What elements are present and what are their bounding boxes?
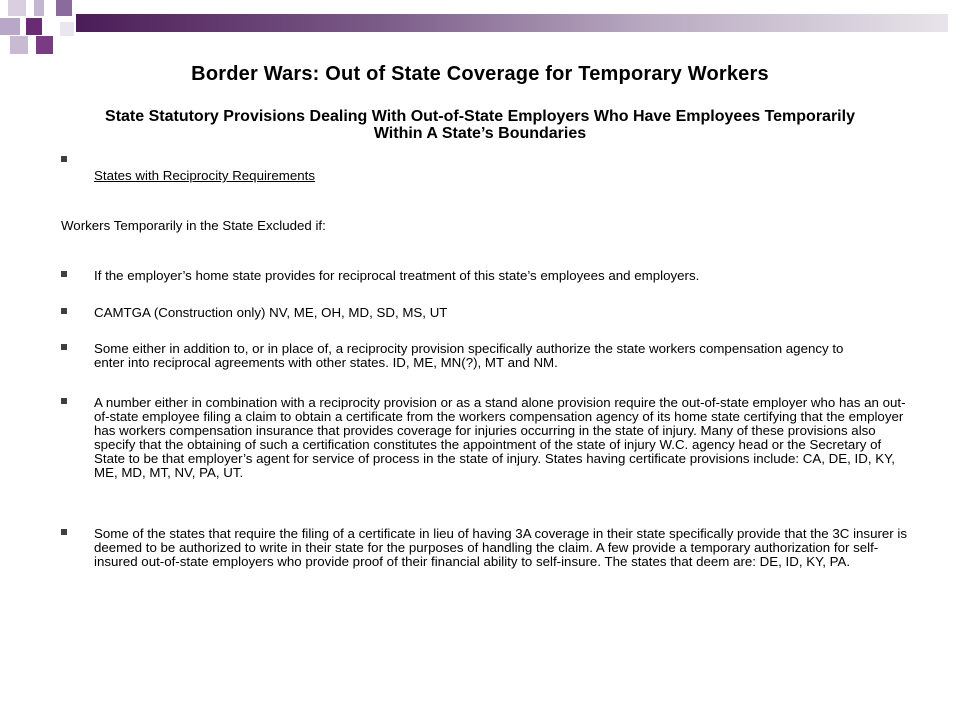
intro-text: Workers Temporarily in the State Excluded if: [61, 218, 326, 233]
header-square [10, 36, 28, 54]
header-square [34, 0, 44, 16]
header-square [56, 0, 72, 16]
header-square [60, 22, 74, 36]
bullet-square-icon [61, 308, 67, 314]
bullet-square-icon [61, 398, 67, 404]
bullet-square-icon [61, 156, 67, 162]
bullet-square-icon [61, 529, 67, 535]
bullet-item-3: Some either in addition to, or in place of, a reciprocity provision specifically authorize the state workers compensation agency to enter into reciprocal agreements with other states. ID, ME, MN(?), MT and NM. [94, 341, 844, 370]
header-gradient-bar [76, 14, 948, 32]
header-square [26, 18, 42, 35]
bullet-item-2: CAMTGA (Construction only) NV, ME, OH, MD, SD, MS, UT [94, 305, 448, 320]
bullet-item-5: Some of the states that require the filing of a certificate in lieu of having 3A coverage in their state specifically provide that the 3C insurer is deemed to be authorized to write in their state for the purposes of handling the claim. A few provide a temporary authorization for self-insured out-of-state employers who provide proof of their financial ability to self-insure. The states that deem are: DE, ID, KY, PA. [94, 526, 908, 569]
header-square [36, 36, 53, 54]
bullet-item-4: A number either in combination with a reciprocity provision or as a stand alone provision require the out-of-state employer who has an out-of-state employee filing a claim to obtain a certificate from the workers compensation agency of its home state certifying that the employer has workers compensation insurance that provides coverage for injuries occurring in the state of injury. Many of these provisions also specify that the obtaining of such a certification constitutes the appointment of the state of injury W.C. agency head or the Secretary of State to be that employer’s agent for service of process in the state of injury. States having certificate provisions include: CA, DE, ID, KY, ME, MD, MT, NV, PA, UT. [94, 395, 906, 480]
slide-title: Border Wars: Out of State Coverage for Temporary Workers [191, 63, 769, 85]
section-heading: States with Reciprocity Requirements [94, 168, 315, 183]
slide-subtitle: State Statutory Provisions Dealing With Out-of-State Employers Who Have Employees Temporarily Within A State’s Boundaries [105, 108, 855, 142]
bullet-square-icon [61, 344, 67, 350]
header-square [0, 18, 20, 35]
bullet-square-icon [61, 271, 67, 277]
header-square [8, 0, 26, 16]
bullet-item-1: If the employer’s home state provides for reciprocal treatment of this state’s employees and employers. [94, 268, 700, 283]
